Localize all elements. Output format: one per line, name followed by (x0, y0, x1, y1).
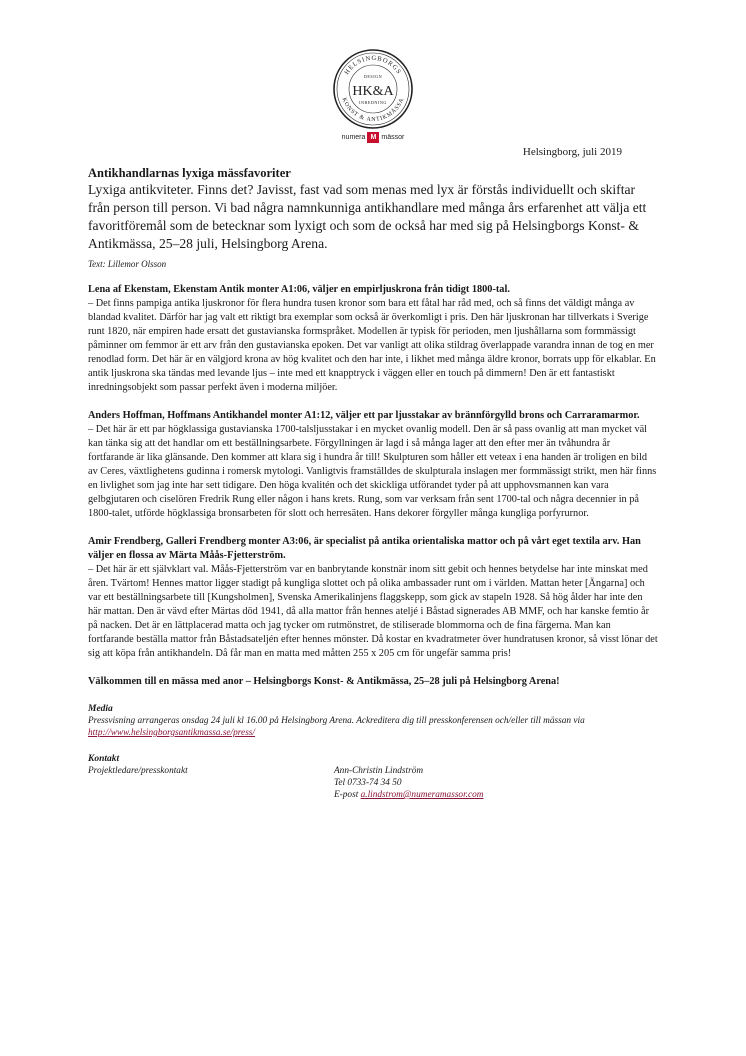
sublogo-left: numera (341, 134, 366, 141)
logo-ring-bottom: KONST & ANTIKMÄSSA (340, 97, 406, 124)
section-body: – Det här är ett par högklassiga gustavianska 1700-talsljusstakar i en mycket ovanlig modell. Den är så pass ovanlig att man mycket väl kan tänka sig att det handlar om ett beställningsarbete. Förgyllningen är lagd i så många lager att den efter mer än tvåhundra år fortfarande är lika glänsande. Den kommer att klara sig i hundra år till! Skulpturen som håller ett veteax i ena handen är troligen en bild av Ceres, växtlighetens gudinna i romersk mytologi. Vanligtvis framställdes de skulpturala inslagen mer formmässigt strikt, men här finns en livlighet som jag inte har sett tidigare. Den höga kvalitén och det skickliga utförandet tyder på att upphovsmannen kan vara gelbgjutaren och ciselören Fredrik Rung eller någon i hans krets. Rung, som var verksam från sent 1700-tal och några decennier in på 1800-talet, utförde högklassiga bronsarbeten för slott och herresäten. Hans dekorer förgyller många kungliga porfyrurnor. (88, 424, 657, 519)
contact-block (88, 753, 658, 801)
press-release-body (88, 165, 658, 801)
dateline: Helsingborg, juli 2019 (522, 146, 622, 158)
byline: Text: Lillemor Olsson (88, 259, 167, 269)
email-link[interactable]: a.lindstrom@numeramassor.com (360, 790, 484, 800)
contact-label: Kontakt (88, 754, 120, 764)
section-frendberg (88, 535, 658, 661)
media-label: Media (88, 704, 113, 714)
section-heading: Anders Hoffman, Hoffmans Antikhandel monter A1:12, väljer ett par ljusstakar av brännförgylld brons och Carraramarmor. (88, 410, 640, 421)
lead-paragraph: Lyxiga antikviteter. Finns det? Javisst, fast vad som menas med lyx är förstås individuellt och skiftar från person till person. Vi bad några namnkunniga antikhandlare med många års erfarenhet att välja ett favoritföremål som de betecknar som lyxigt och som de också har med sig på Helsingborgs Konst- & Antikmässa, 25–28 juli, Helsingborg Arena. (88, 182, 647, 251)
section-heading: Lena af Ekenstam, Ekenstam Antik monter A1:06, väljer en empirljuskrona från tidigt 1800-tal. (88, 284, 510, 295)
logo-inredning: INREDNING (359, 100, 387, 105)
contact-name: Ann-Christin Lindström (334, 766, 424, 776)
sublogo-right: mässor (381, 134, 405, 141)
page-title: Antikhandlarnas lyxiga mässfavoriter (88, 166, 291, 180)
media-text: Pressvisning arrangeras onsdag 24 juli kl 16.00 på Helsingborg Arena. Ackreditera dig till presskonferensen och/eller till mässan via (88, 716, 585, 726)
section-body: – Det finns pampiga antika ljuskronor för flera hundra tusen kronor som bara ett fåtal har råd med, och så finns det väldigt många av blandad kvalitet. Därför har jag valt ett riktigt bra exemplar som också är överkomligt i pris. Den här ljuskronan har tillverkats i Sverige runt 1820, när empiren hade ersatt det gustavianska formspråket. Modellen är typisk för perioden, men ljushållarna som formmässigt påminner om femmor är ett arv från den gustavianska epoken. Det var vanligt att olika stildrag överlappade varandra innan de tog en mer renodlad form. Det här är en välgjord krona av hög kvalitet och den har inte, i likhet med många äldre kronor, borrats upp för elkablar. En antik ljuskrona ska tändas med levande ljus – inte med ett knapptryck i väggen eller en touch på dimmern! Den är ett fantastiskt inredningsobjekt som passar perfekt även i moderna miljöer. (88, 298, 656, 393)
logo-monogram: HK&A (352, 84, 394, 99)
media-block (88, 703, 658, 739)
press-link[interactable]: http://www.helsingborgsantikmassa.se/press/ (88, 728, 256, 738)
hka-logo-icon (332, 48, 414, 130)
numera-massor-logo (327, 132, 419, 143)
section-ekenstam (88, 283, 658, 395)
numera-massor-badge-icon: M (367, 132, 379, 143)
logo (327, 48, 419, 143)
logo-ring-top: HELSINGBORGS (343, 54, 403, 76)
welcome-line: Välkommen till en mässa med anor – Helsingborgs Konst- & Antikmässa, 25–28 juli på Helsingborg Arena! (88, 676, 560, 687)
contact-phone: Tel 0733-74 34 50 (334, 778, 402, 788)
section-body: – Det här är ett självklart val. Måås-Fjetterström var en banbrytande konstnär inom sitt gebit och hennes betydelse har inte minskat med åren. Tvärtom! Hennes mattor ligger stadigt på kungliga slottet och på olika ambassader runt om i världen. Mattan heter [Ängarna] och var ett beställningsarbete till [Kungsholmen], Svenska Amerikalinjens flaggskepp, som gick av stapeln 1928. Så hög ålder har inte den här mattan. Den är vävd efter Märtas död 1941, då alla mattor från hennes ateljé i Båstad signerades AB MMF, och har kanske femtio år på nacken. Det är en lättplacerad matta och jag tycker om rutmönstret, de stiliserade blommorna och de fina färgerna. Man kan fortfarande beställa mattor från Båstadsateljén efter hennes mönster. Då kostar en kvadratmeter över hundratusen kronor, så visst lönar det sig att köpa från antikhandeln. Då får man en matta med måtten 255 x 205 cm för ungefär samma pris! (88, 564, 658, 659)
email-prefix: E-post (334, 790, 359, 800)
section-hoffman (88, 409, 658, 521)
logo-design: DESIGN (363, 74, 383, 79)
section-heading: Amir Frendberg, Galleri Frendberg monter A3:06, är specialist på antika orientaliska mattor och på vårt eget textila arv. Han väljer en flossa av Märta Måås-Fjetterström. (88, 536, 641, 561)
contact-role: Projektledare/presskontakt (88, 766, 188, 776)
